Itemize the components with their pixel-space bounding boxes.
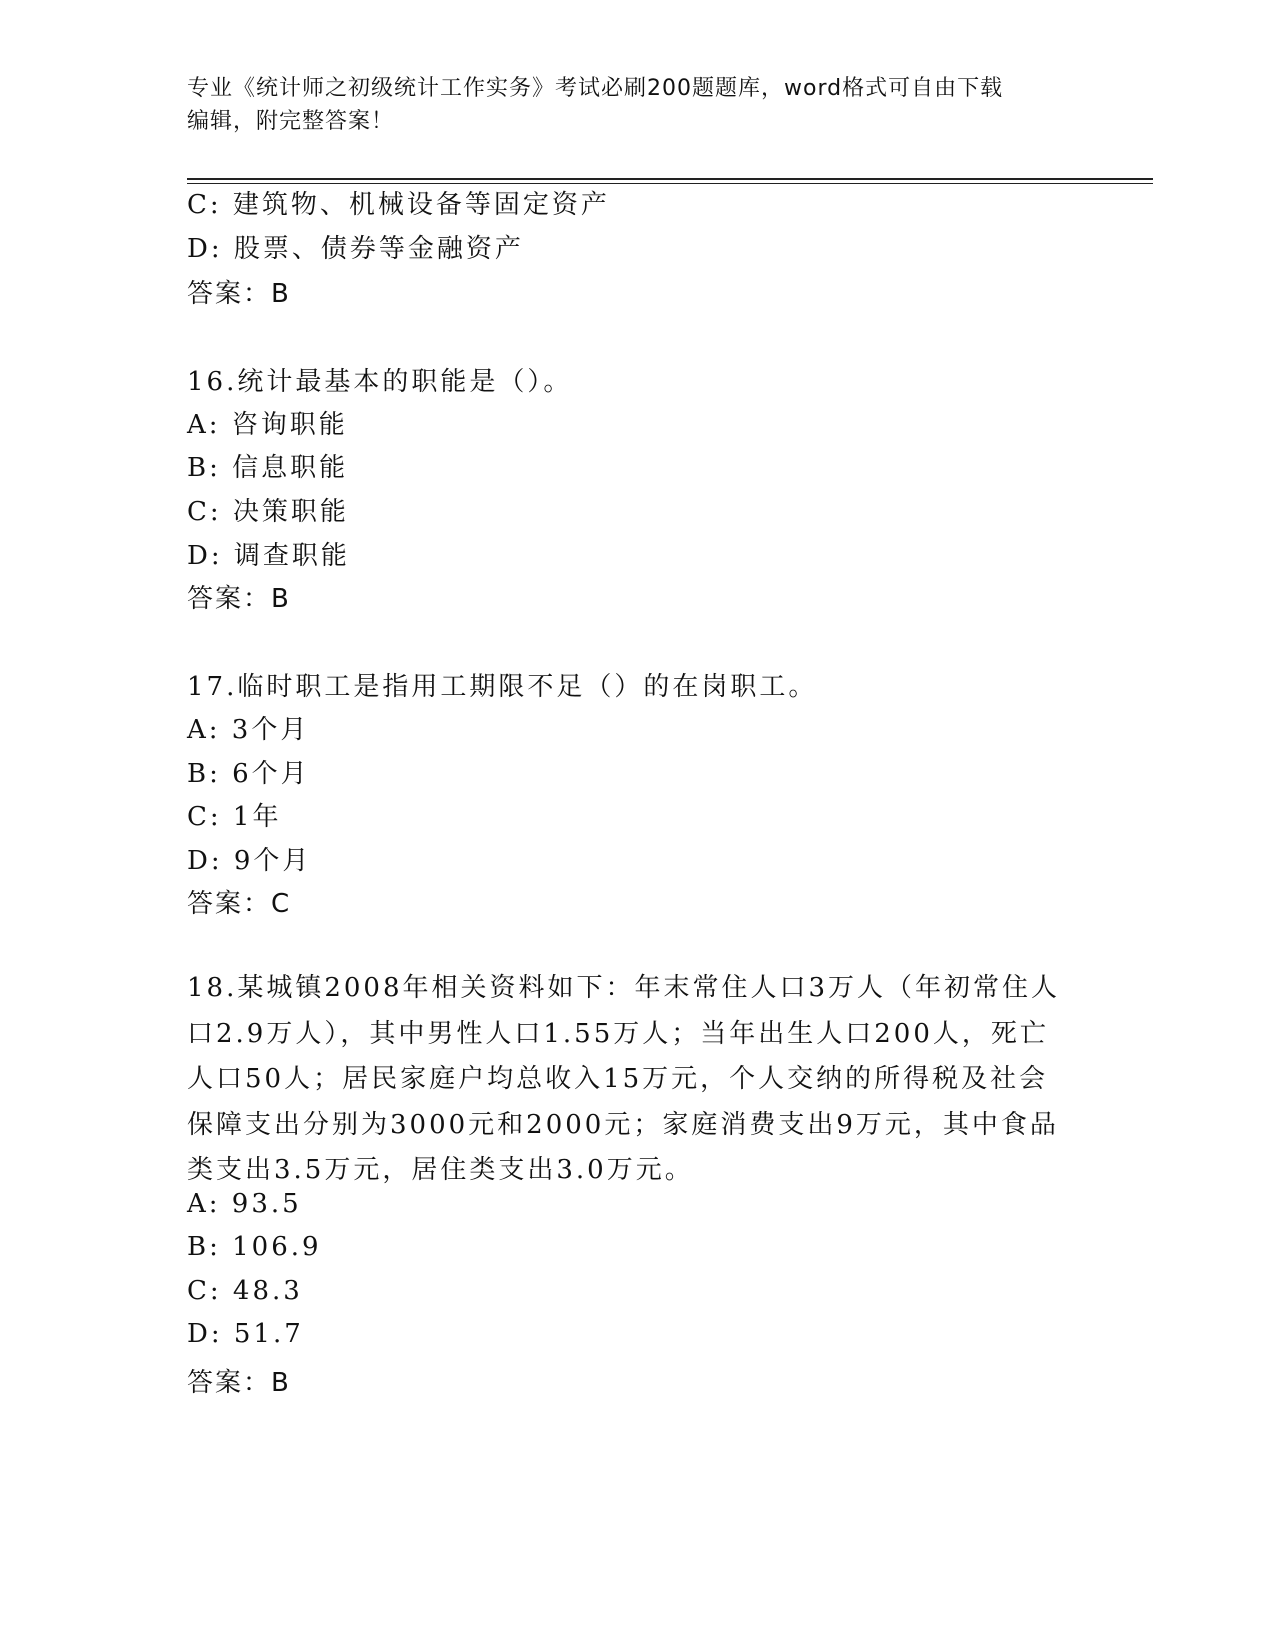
q18-question-line: 口2.9万人），其中男性人口1.55万人；当年出生人口200人，死亡 [187,1018,1049,1049]
header-title-line1: 专业《统计师之初级统计工作实务》考试必刷200题题库，word格式可自由下载 [187,76,1004,101]
document-header [187,72,1087,138]
header-divider-thick [187,178,1153,180]
q18-option-b: B: 106.9 [187,1232,322,1262]
q18-question-line: 18.某城镇2008年相关资料如下：年末常住人口3万人（年初常住人 [187,973,1061,1003]
q18-option-d: D: 51.7 [187,1319,304,1349]
q18-option-c: C: 48.3 [187,1276,303,1306]
q16-answer: 答案：B [187,584,291,614]
q18-question-line: 人口50人；居民家庭户均总收入15万元，个人交纳的所得税及社会 [187,1064,1049,1095]
q16-option-c: C: 决策职能 [187,497,349,527]
q17-answer: 答案：C [187,889,292,919]
q18-question-line: 类支出3.5万元，居住类支出3.0万元。 [187,1155,694,1186]
q17-question: 17.临时职工是指用工期限不足（）的在岗职工。 [187,672,818,702]
q16-question: 16.统计最基本的职能是（）。 [187,367,573,397]
q17-option-c: C: 1年 [187,802,282,832]
q17-option-d: D: 9个月 [187,846,312,876]
q15-option-d: D: 股票、债券等金融资产 [187,234,524,264]
q18-question [187,966,1067,1194]
q16-option-a: A: 咨询职能 [187,410,348,440]
q18-question-line: 保障支出分别为3000元和2000元；家庭消费支出9万元，其中食品 [187,1109,1059,1140]
q15-option-c: C: 建筑物、机械设备等固定资产 [187,190,610,220]
q15-answer: 答案：B [187,279,291,309]
q16-option-b: B: 信息职能 [187,453,349,483]
q17-option-b: B: 6个月 [187,759,310,789]
q18-answer: 答案：B [187,1368,291,1398]
q16-option-d: D: 调查职能 [187,541,350,571]
header-title-line2: 编辑，附完整答案！ [187,109,395,134]
q18-option-a: A: 93.5 [187,1189,302,1219]
q17-option-a: A: 3个月 [187,715,310,745]
